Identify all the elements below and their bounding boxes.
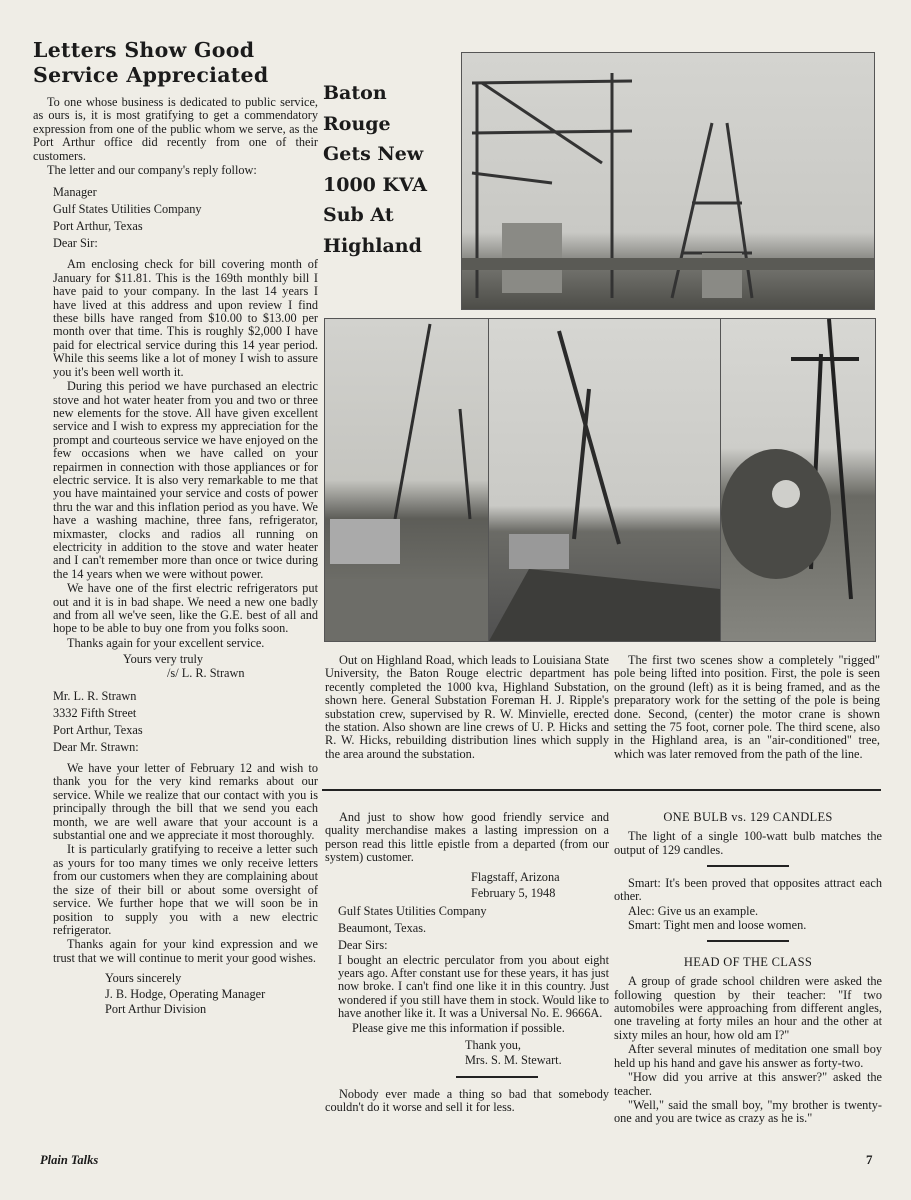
letter-paragraph: We have one of the first electric refrigerators put out and it is in bad shape. We need a new one badly and from all we've seen, like the G.E. best of all and hope to be able to buy one from you folks soon. [53, 581, 318, 636]
article-title [33, 38, 269, 88]
filler-quote: Nobody ever made a thing so bad that somebody couldn't do it worse and sell it for less. [325, 1086, 609, 1114]
section-divider [322, 789, 881, 791]
salutation: Dear Mr. Strawn: [53, 740, 139, 755]
letter-paragraph: Please give me this information if possible. [352, 1020, 565, 1035]
address-line: Port Arthur, Texas [53, 723, 143, 738]
title-line: Letters Show Good [33, 38, 255, 62]
address-line: Port Arthur, Texas [53, 219, 143, 234]
letter-signature: Mrs. S. M. Stewart. [465, 1053, 562, 1068]
class-paragraph: A group of grade school children were asked the following question by their teacher: "If two automobiles were approaching from different angles, one traveling at forty miles an hour and the other at sixty miles an hour, how old am I?" [614, 974, 882, 1042]
letter-closing: Yours very truly [123, 652, 204, 667]
caption-right [614, 654, 880, 762]
perculator-letter [325, 811, 609, 1115]
title-line: Rouge [323, 112, 391, 135]
class-paragraph: "How did you arrive at this answer?" asked the teacher. [614, 1070, 882, 1098]
reply-body [33, 762, 318, 1018]
title-line: Gets New [323, 143, 424, 165]
joke-line: Smart: It's been proved that opposites attract each other. [614, 875, 882, 904]
air-conditioned-tree-photo [720, 318, 876, 642]
class-paragraph: "Well," said the small boy, "my brother is twenty-one and you are twice as crazy as he is." [614, 1097, 882, 1126]
caption-text: The first two scenes show a completely "rigged" pole being lifted into position. First, the pole is seen on the ground (left) as it is being framed, and as the preparatory work for the setting of the pole is being done. Second, (center) the motor crane is shown setting the 75 foot, corner pole. The third scene, also in the Highland area, is an "air-conditioned" tree, which was later removed from the path of the line. [614, 653, 880, 761]
pole-setting-photo [488, 318, 721, 642]
substation-photo [461, 52, 875, 310]
bulb-heading: ONE BULB vs. 129 CANDLES [663, 810, 833, 824]
letter-body [33, 258, 318, 680]
title-line: Highland [323, 234, 422, 257]
caption-left [325, 654, 609, 762]
title-line: 1000 KVA [323, 173, 428, 196]
reply-paragraph: It is particularly gratifying to receive a letter such as yours for too many times we only receive letters from our customers when they are complaining about the size of their bill or about some oversight of service. We further hope that we will soon be in position to supply you with a new electric refrigerator. [53, 842, 318, 937]
address-line: Gulf States Utilities Company [53, 202, 202, 217]
title-line: Baton [323, 82, 387, 104]
reply-paragraph: We have your letter of February 12 and wish to thank you for the very kind remarks about our service. While we realize that our contact with you is principally through the bill that we send you each month, we are well aware that your account is a substantial one and we appreciate it most thoroughly. [53, 761, 318, 843]
address-line: Gulf States Utilities Company [338, 903, 487, 918]
letter-paragraph: Thanks again for your excellent service. [67, 635, 265, 650]
short-divider [707, 865, 789, 867]
pole-framing-photo [324, 318, 489, 642]
reply-signature: J. B. Hodge, Operating Manager [105, 986, 266, 1001]
address-line: 3332 Fifth Street [53, 706, 137, 721]
letter-paragraph: Am enclosing check for bill covering month of January for $11.81. This is the 169th monthly bill I have paid to your company. In the last 14 years I have lived at this address and upon review I find these bills have ranged from $10.00 to $13.00 per month over that time. This is roughly $2,000 I have paid for electrical service during this 14 year period. While this seems like a lot of money I wish to assure you it's been well worth it. [53, 257, 318, 379]
joke-line: Alec: Give us an example. [628, 903, 759, 918]
reply-division: Port Arthur Division [105, 1002, 207, 1017]
intro-paragraph: To one whose business is dedicated to public service, as ours is, it is most gratifying to get a commendatory expression from one of the public whom we serve, as the Port Arthur office did recently from one of their customers. [33, 95, 318, 163]
letter-date: February 5, 1948 [471, 885, 556, 900]
letter-paragraph: I bought an electric perculator from you about eight years ago. After constant use for these years, it has just now broke. I can't find one like it in this country. Just wondered if you still have them in stock. Would like to have another like it. It was a Universal No. E. 9666A. [338, 952, 609, 1021]
intro-paragraph: The letter and our company's reply follow: [47, 163, 257, 178]
letter-closing: Thank you, [465, 1038, 522, 1053]
bulb-text: The light of a single 100-watt bulb matches the output of 129 candles. [614, 829, 882, 857]
address-line: Beaumont, Texas. [338, 920, 427, 935]
page-number: 7 [866, 1152, 873, 1167]
substation-title [323, 78, 427, 261]
reply-paragraph: Thanks again for your kind expression and we trust that we will continue to merit your good wishes. [53, 937, 318, 965]
caption-text: Out on Highland Road, which leads to Louisiana State University, the Baton Rouge electric department has recently completed the 1000 kva, Highland Substation, shown here. General Substation Foreman H. J. Ripple's substation crew, supervised by R. W. Minvielle, erected the station. Also shown are line crews of U. P. Hicks and R. W. Hicks, rebuilding distribution lines which supply the area around the substation. [325, 653, 609, 761]
class-heading: HEAD OF THE CLASS [683, 954, 813, 969]
salutation: Dear Sir: [53, 236, 98, 251]
right-bottom-column [614, 811, 882, 1127]
class-paragraph: After several minutes of meditation one small boy held up his hand and gave his answer as forty-two. [614, 1042, 882, 1070]
letter-paragraph: During this period we have purchased an electric stove and hot water heater from you and two or three new elements for the stove. All have given excellent service and I wish to express my appreciation for the prompt and courteous service we have enjoyed on the few occasions when we have called on your repairmen in connection with those appliances or for electric service. It is also very remarkable to me that you have maintained your service and costs of power thru the war and this inflation period as you have. We have a washing machine, three fans, refrigerator, mixmaster, clocks and radios all running on electricity in addition to the stove and water heater and I can't remember more than once or twice during the 14 years when we were without power. [53, 379, 318, 581]
title-line: Sub At [323, 204, 394, 226]
address-line: Mr. L. R. Strawn [53, 689, 137, 704]
left-column [33, 96, 318, 1018]
short-divider [456, 1076, 538, 1078]
reply-closing: Yours sincerely [105, 971, 182, 986]
address-line: Manager [53, 185, 97, 200]
title-line: Service Appreciated [33, 63, 269, 87]
publication-name: Plain Talks [40, 1153, 99, 1167]
intro-paragraph: And just to show how good friendly service and quality merchandise makes a lasting impression on a person read this little epistle from a departed (from our system) customer. [325, 810, 609, 865]
short-divider [707, 940, 789, 942]
letter-signature: /s/ L. R. Strawn [167, 665, 245, 680]
joke-line: Smart: Tight men and loose women. [628, 917, 807, 932]
letter-place: Flagstaff, Arizona [471, 869, 560, 884]
salutation: Dear Sirs: [338, 937, 388, 952]
